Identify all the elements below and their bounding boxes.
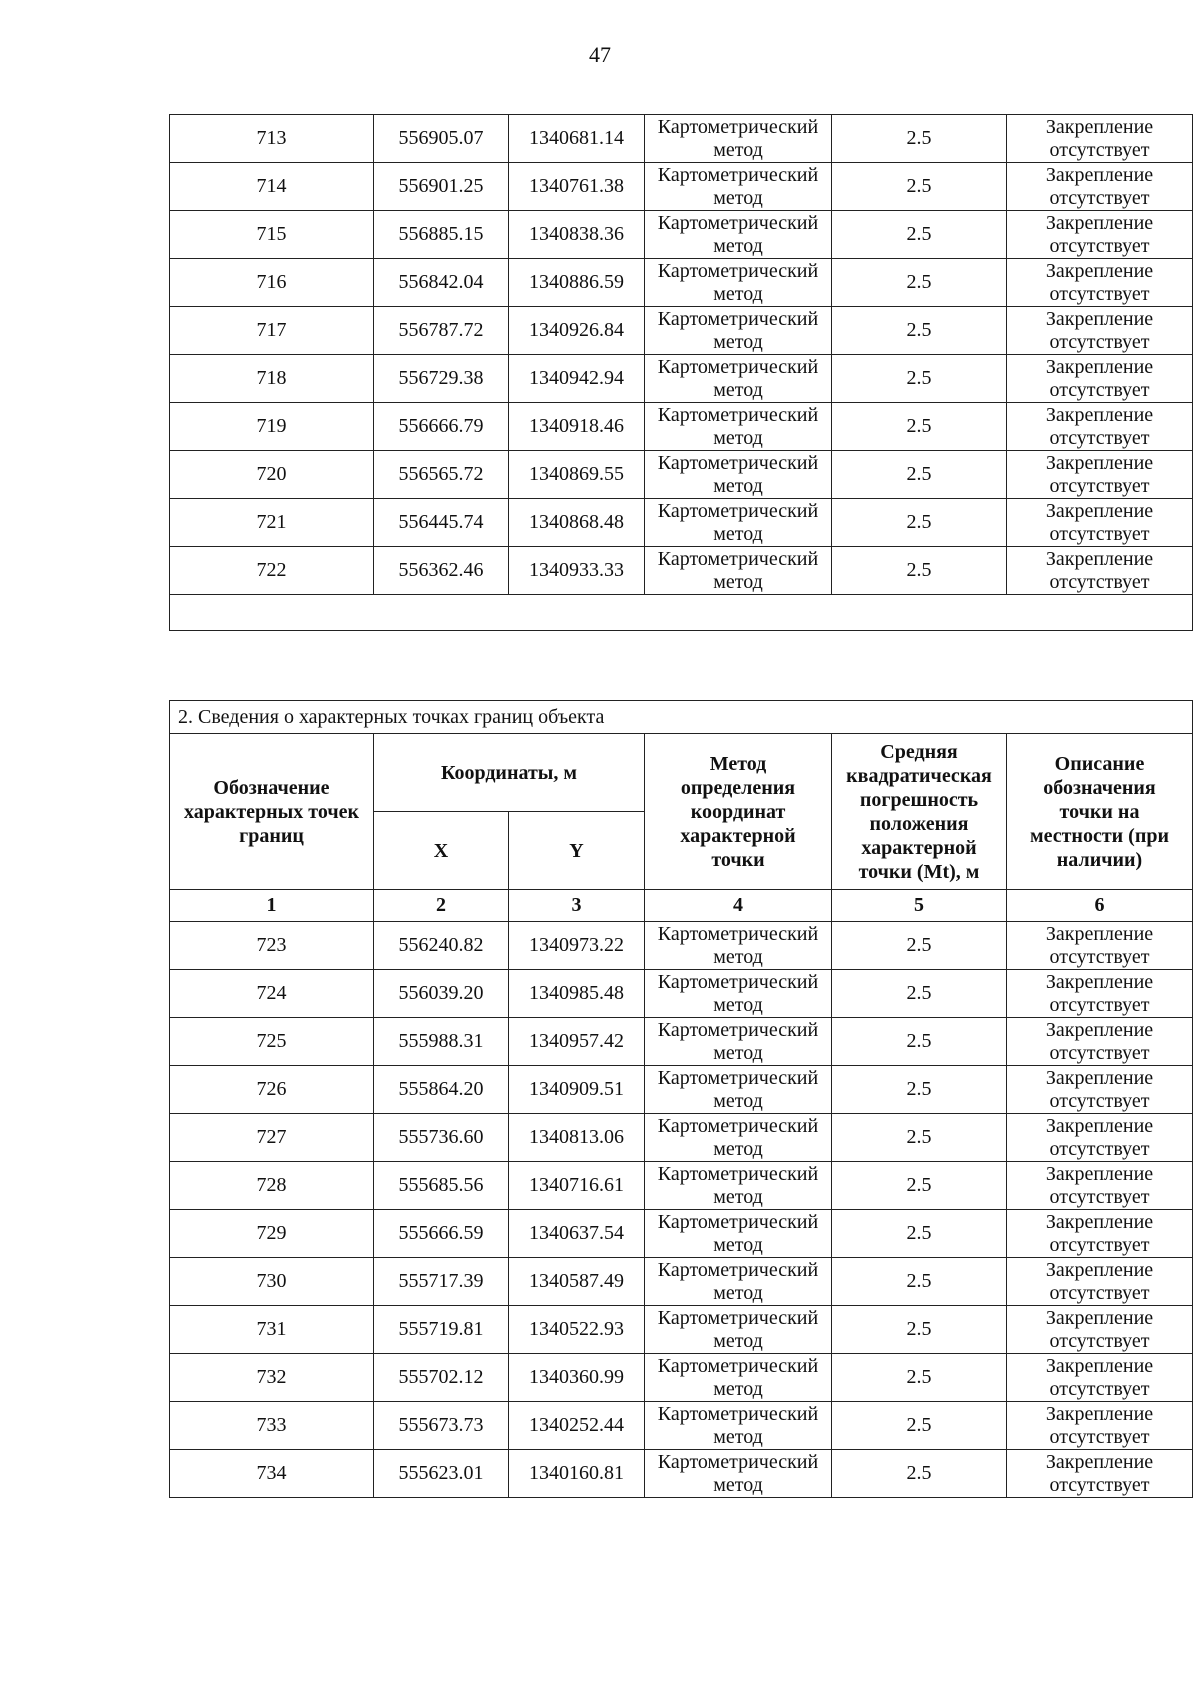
text-line: метод [713, 1377, 763, 1400]
table-row [170, 211, 1193, 259]
text-line: отсутствует [1049, 1329, 1150, 1352]
y-coordinate-cell: 1340886.59 [509, 259, 645, 307]
text-line: метод [713, 570, 763, 593]
method-cell [645, 970, 832, 1018]
description-cell [1007, 403, 1193, 451]
description-cell [1007, 259, 1193, 307]
empty-cell [170, 595, 1193, 631]
text-line: Закрепление [1045, 1066, 1154, 1089]
table-row [170, 1402, 1193, 1450]
text-line: метод [713, 522, 763, 545]
description-cell [1007, 211, 1193, 259]
text-line: Картометрический [657, 1450, 819, 1473]
method-cell [645, 547, 832, 595]
text-line: метод [713, 1425, 763, 1448]
text-line: Картометрический [657, 1066, 819, 1089]
y-coordinate-cell: 1340160.81 [509, 1450, 645, 1498]
text-line: Картометрический [657, 403, 819, 426]
method-cell [645, 1402, 832, 1450]
table-row [170, 163, 1193, 211]
y-coordinate-cell: 1340909.51 [509, 1066, 645, 1114]
column-number: 1 [170, 890, 374, 922]
point-cell: 722 [170, 547, 374, 595]
x-coordinate-cell: 555717.39 [374, 1258, 509, 1306]
method-cell [645, 1018, 832, 1066]
accuracy-cell: 2.5 [832, 1402, 1007, 1450]
text-line: Закрепление [1045, 970, 1154, 993]
text-line: характерной [861, 836, 977, 859]
header-point-designation [170, 734, 374, 890]
accuracy-cell: 2.5 [832, 259, 1007, 307]
point-cell: 718 [170, 355, 374, 403]
method-cell [645, 403, 832, 451]
text-line: отсутствует [1049, 570, 1150, 593]
text-line: характерной [680, 824, 796, 847]
x-coordinate-cell: 555673.73 [374, 1402, 509, 1450]
text-line: отсутствует [1049, 1473, 1150, 1496]
text-line: Закрепление [1045, 1114, 1154, 1137]
text-line: Метод [709, 752, 767, 775]
text-line: Закрепление [1045, 1306, 1154, 1329]
description-cell [1007, 1258, 1193, 1306]
text-line: координат [690, 800, 786, 823]
method-cell [645, 211, 832, 259]
method-cell [645, 922, 832, 970]
table-row [170, 307, 1193, 355]
accuracy-cell: 2.5 [832, 1450, 1007, 1498]
text-line: отсутствует [1049, 1185, 1150, 1208]
boundary-points-table [169, 700, 1193, 1498]
text-line: отсутствует [1049, 282, 1150, 305]
x-coordinate-cell: 556666.79 [374, 403, 509, 451]
accuracy-cell: 2.5 [832, 1258, 1007, 1306]
text-line: метод [713, 1137, 763, 1160]
point-cell: 715 [170, 211, 374, 259]
text-line: Картометрический [657, 499, 819, 522]
text-line: Картометрический [657, 307, 819, 330]
description-cell [1007, 1018, 1193, 1066]
text-line: метод [713, 1473, 763, 1496]
text-line: квадратическая [846, 764, 992, 787]
text-line: Картометрический [657, 163, 819, 186]
y-coordinate-cell: 1340360.99 [509, 1354, 645, 1402]
table-row-empty [170, 595, 1193, 631]
text-line: Картометрический [657, 355, 819, 378]
x-coordinate-cell: 556787.72 [374, 307, 509, 355]
x-coordinate-cell: 555988.31 [374, 1018, 509, 1066]
text-line: Закрепление [1045, 1354, 1154, 1377]
text-line: метод [713, 282, 763, 305]
text-line: отсутствует [1049, 522, 1150, 545]
text-line: отсутствует [1049, 138, 1150, 161]
text-line: Закрепление [1045, 307, 1154, 330]
point-cell: 730 [170, 1258, 374, 1306]
text-line: Закрепление [1045, 259, 1154, 282]
accuracy-cell: 2.5 [832, 1354, 1007, 1402]
y-coordinate-cell: 1340637.54 [509, 1210, 645, 1258]
accuracy-cell: 2.5 [832, 211, 1007, 259]
point-cell: 727 [170, 1114, 374, 1162]
y-coordinate-cell: 1340918.46 [509, 403, 645, 451]
text-line: Картометрический [657, 451, 819, 474]
accuracy-cell: 2.5 [832, 1162, 1007, 1210]
text-line: Картометрический [657, 211, 819, 234]
accuracy-cell: 2.5 [832, 1114, 1007, 1162]
y-coordinate-cell: 1340522.93 [509, 1306, 645, 1354]
text-line: Картометрический [657, 970, 819, 993]
text-line: наличии) [1056, 848, 1143, 871]
method-cell [645, 163, 832, 211]
x-coordinate-cell: 555702.12 [374, 1354, 509, 1402]
method-cell [645, 499, 832, 547]
method-cell [645, 1450, 832, 1498]
y-coordinate-cell: 1340813.06 [509, 1114, 645, 1162]
table-body [170, 115, 1193, 595]
x-coordinate-cell: 556362.46 [374, 547, 509, 595]
method-cell [645, 259, 832, 307]
table-row [170, 1162, 1193, 1210]
text-line: отсутствует [1049, 330, 1150, 353]
text-line: отсутствует [1049, 1137, 1150, 1160]
x-coordinate-cell: 556445.74 [374, 499, 509, 547]
text-line: отсутствует [1049, 1233, 1150, 1256]
x-coordinate-cell: 556901.25 [374, 163, 509, 211]
header-coordinates: Координаты, м [374, 734, 645, 812]
table-row [170, 1114, 1193, 1162]
text-line: отсутствует [1049, 945, 1150, 968]
accuracy-cell: 2.5 [832, 163, 1007, 211]
description-cell [1007, 1066, 1193, 1114]
text-line: Обозначение [213, 776, 330, 799]
text-line: местности (при [1029, 824, 1170, 847]
text-line: отсутствует [1049, 1425, 1150, 1448]
text-line: границ [239, 824, 304, 847]
table-row [170, 1066, 1193, 1114]
text-line: отсутствует [1049, 1089, 1150, 1112]
description-cell [1007, 115, 1193, 163]
x-coordinate-cell: 555666.59 [374, 1210, 509, 1258]
x-coordinate-cell: 555685.56 [374, 1162, 509, 1210]
method-cell [645, 1066, 832, 1114]
x-coordinate-cell: 555719.81 [374, 1306, 509, 1354]
text-line: метод [713, 378, 763, 401]
text-line: погрешность [859, 788, 979, 811]
table-row [170, 547, 1193, 595]
text-line: метод [713, 426, 763, 449]
point-cell: 733 [170, 1402, 374, 1450]
header-description [1007, 734, 1193, 890]
text-line: метод [713, 474, 763, 497]
description-cell [1007, 1114, 1193, 1162]
text-line: обозначения [1043, 776, 1156, 799]
point-cell: 723 [170, 922, 374, 970]
header-row [170, 734, 1193, 812]
table-row [170, 403, 1193, 451]
accuracy-cell: 2.5 [832, 1018, 1007, 1066]
method-cell [645, 1162, 832, 1210]
description-cell [1007, 970, 1193, 1018]
table-row [170, 922, 1193, 970]
text-line: отсутствует [1049, 378, 1150, 401]
text-line: метод [713, 1185, 763, 1208]
text-line: Закрепление [1045, 1162, 1154, 1185]
text-line: Закрепление [1045, 115, 1154, 138]
point-cell: 724 [170, 970, 374, 1018]
y-coordinate-cell: 1340761.38 [509, 163, 645, 211]
text-line: Картометрический [657, 1114, 819, 1137]
y-coordinate-cell: 1340252.44 [509, 1402, 645, 1450]
table-row [170, 1258, 1193, 1306]
column-number: 2 [374, 890, 509, 922]
text-line: отсутствует [1049, 1281, 1150, 1304]
accuracy-cell: 2.5 [832, 115, 1007, 163]
description-cell [1007, 355, 1193, 403]
boundary-points-table-continued [169, 114, 1193, 631]
y-coordinate-cell: 1340973.22 [509, 922, 645, 970]
text-line: метод [713, 186, 763, 209]
table-row [170, 355, 1193, 403]
header-accuracy [832, 734, 1007, 890]
description-cell [1007, 1402, 1193, 1450]
table-row [170, 1210, 1193, 1258]
text-line: отсутствует [1049, 1041, 1150, 1064]
text-line: характерных точек [183, 800, 360, 823]
text-line: Закрепление [1045, 1210, 1154, 1233]
text-line: точки [711, 848, 765, 871]
accuracy-cell: 2.5 [832, 355, 1007, 403]
method-cell [645, 1114, 832, 1162]
text-line: отсутствует [1049, 1377, 1150, 1400]
text-line: Картометрический [657, 922, 819, 945]
point-cell: 714 [170, 163, 374, 211]
point-cell: 732 [170, 1354, 374, 1402]
text-line: метод [713, 945, 763, 968]
text-line: точки на [1059, 800, 1140, 823]
point-cell: 725 [170, 1018, 374, 1066]
accuracy-cell: 2.5 [832, 1210, 1007, 1258]
column-number: 6 [1007, 890, 1193, 922]
column-number-row [170, 890, 1193, 922]
accuracy-cell: 2.5 [832, 499, 1007, 547]
text-line: точки (Mt), м [858, 860, 980, 883]
column-number: 5 [832, 890, 1007, 922]
page-number: 47 [589, 42, 611, 67]
y-coordinate-cell: 1340587.49 [509, 1258, 645, 1306]
y-coordinate-cell: 1340985.48 [509, 970, 645, 1018]
point-cell: 726 [170, 1066, 374, 1114]
x-coordinate-cell: 556729.38 [374, 355, 509, 403]
x-coordinate-cell: 555864.20 [374, 1066, 509, 1114]
description-cell [1007, 1450, 1193, 1498]
text-line: Закрепление [1045, 922, 1154, 945]
description-cell [1007, 547, 1193, 595]
text-line: Картометрический [657, 547, 819, 570]
text-line: Закрепление [1045, 547, 1154, 570]
method-cell [645, 355, 832, 403]
text-line: Средняя [880, 740, 958, 763]
accuracy-cell: 2.5 [832, 307, 1007, 355]
accuracy-cell: 2.5 [832, 1306, 1007, 1354]
text-line: Закрепление [1045, 1450, 1154, 1473]
y-coordinate-cell: 1340957.42 [509, 1018, 645, 1066]
y-coordinate-cell: 1340838.36 [509, 211, 645, 259]
text-line: Закрепление [1045, 403, 1154, 426]
table-row [170, 451, 1193, 499]
point-cell: 717 [170, 307, 374, 355]
text-line: Закрепление [1045, 163, 1154, 186]
text-line: Закрепление [1045, 451, 1154, 474]
point-cell: 720 [170, 451, 374, 499]
text-line: Закрепление [1045, 1018, 1154, 1041]
text-line: метод [713, 1233, 763, 1256]
accuracy-cell: 2.5 [832, 970, 1007, 1018]
text-line: Картометрический [657, 1210, 819, 1233]
text-line: метод [713, 1041, 763, 1064]
text-line: метод [713, 330, 763, 353]
y-coordinate-cell: 1340681.14 [509, 115, 645, 163]
description-cell [1007, 1210, 1193, 1258]
text-line: Закрепление [1045, 499, 1154, 522]
table-row [170, 259, 1193, 307]
table-row [170, 1354, 1193, 1402]
text-line: отсутствует [1049, 426, 1150, 449]
text-line: Картометрический [657, 1258, 819, 1281]
header-method [645, 734, 832, 890]
point-cell: 713 [170, 115, 374, 163]
y-coordinate-cell: 1340869.55 [509, 451, 645, 499]
accuracy-cell: 2.5 [832, 922, 1007, 970]
accuracy-cell: 2.5 [832, 1066, 1007, 1114]
text-line: отсутствует [1049, 186, 1150, 209]
description-cell [1007, 922, 1193, 970]
y-coordinate-cell: 1340868.48 [509, 499, 645, 547]
description-cell [1007, 307, 1193, 355]
text-line: положения [869, 812, 969, 835]
point-cell: 734 [170, 1450, 374, 1498]
text-line: определения [680, 776, 796, 799]
text-line: метод [713, 993, 763, 1016]
point-cell: 721 [170, 499, 374, 547]
text-line: метод [713, 1281, 763, 1304]
text-line: Картометрический [657, 1162, 819, 1185]
table-row [170, 970, 1193, 1018]
table-row [170, 499, 1193, 547]
method-cell [645, 115, 832, 163]
x-coordinate-cell: 556885.15 [374, 211, 509, 259]
text-line: Закрепление [1045, 211, 1154, 234]
section-title: 2. Сведения о характерных точках границ объекта [170, 701, 1193, 734]
text-line: отсутствует [1049, 234, 1150, 257]
x-coordinate-cell: 556565.72 [374, 451, 509, 499]
table-row [170, 1450, 1193, 1498]
table-row [170, 1018, 1193, 1066]
text-line: Картометрический [657, 1402, 819, 1425]
text-line: метод [713, 138, 763, 161]
x-coordinate-cell: 556039.20 [374, 970, 509, 1018]
table-row [170, 1306, 1193, 1354]
text-line: отсутствует [1049, 993, 1150, 1016]
column-number: 4 [645, 890, 832, 922]
text-line: Картометрический [657, 115, 819, 138]
description-cell [1007, 163, 1193, 211]
text-line: метод [713, 234, 763, 257]
description-cell [1007, 1162, 1193, 1210]
x-coordinate-cell: 556842.04 [374, 259, 509, 307]
header-x: X [374, 812, 509, 890]
text-line: Описание [1054, 752, 1145, 775]
x-coordinate-cell: 556240.82 [374, 922, 509, 970]
point-cell: 728 [170, 1162, 374, 1210]
description-cell [1007, 451, 1193, 499]
point-cell: 729 [170, 1210, 374, 1258]
header-y: Y [509, 812, 645, 890]
text-line: Закрепление [1045, 1258, 1154, 1281]
accuracy-cell: 2.5 [832, 403, 1007, 451]
text-line: метод [713, 1329, 763, 1352]
text-line: метод [713, 1089, 763, 1112]
text-line: отсутствует [1049, 474, 1150, 497]
y-coordinate-cell: 1340926.84 [509, 307, 645, 355]
column-number: 3 [509, 890, 645, 922]
x-coordinate-cell: 555736.60 [374, 1114, 509, 1162]
y-coordinate-cell: 1340942.94 [509, 355, 645, 403]
point-cell: 719 [170, 403, 374, 451]
text-line: Закрепление [1045, 1402, 1154, 1425]
method-cell [645, 1354, 832, 1402]
text-line: Картометрический [657, 1354, 819, 1377]
x-coordinate-cell: 556905.07 [374, 115, 509, 163]
y-coordinate-cell: 1340716.61 [509, 1162, 645, 1210]
point-cell: 731 [170, 1306, 374, 1354]
method-cell [645, 1210, 832, 1258]
text-line: Картометрический [657, 1306, 819, 1329]
description-cell [1007, 1306, 1193, 1354]
x-coordinate-cell: 555623.01 [374, 1450, 509, 1498]
accuracy-cell: 2.5 [832, 451, 1007, 499]
table-row [170, 115, 1193, 163]
text-line: Картометрический [657, 1018, 819, 1041]
method-cell [645, 1306, 832, 1354]
description-cell [1007, 1354, 1193, 1402]
table-body [170, 922, 1193, 1498]
point-cell: 716 [170, 259, 374, 307]
method-cell [645, 451, 832, 499]
method-cell [645, 1258, 832, 1306]
accuracy-cell: 2.5 [832, 547, 1007, 595]
description-cell [1007, 499, 1193, 547]
section-caption-row [170, 701, 1193, 734]
method-cell [645, 307, 832, 355]
text-line: Закрепление [1045, 355, 1154, 378]
text-line: Картометрический [657, 259, 819, 282]
y-coordinate-cell: 1340933.33 [509, 547, 645, 595]
